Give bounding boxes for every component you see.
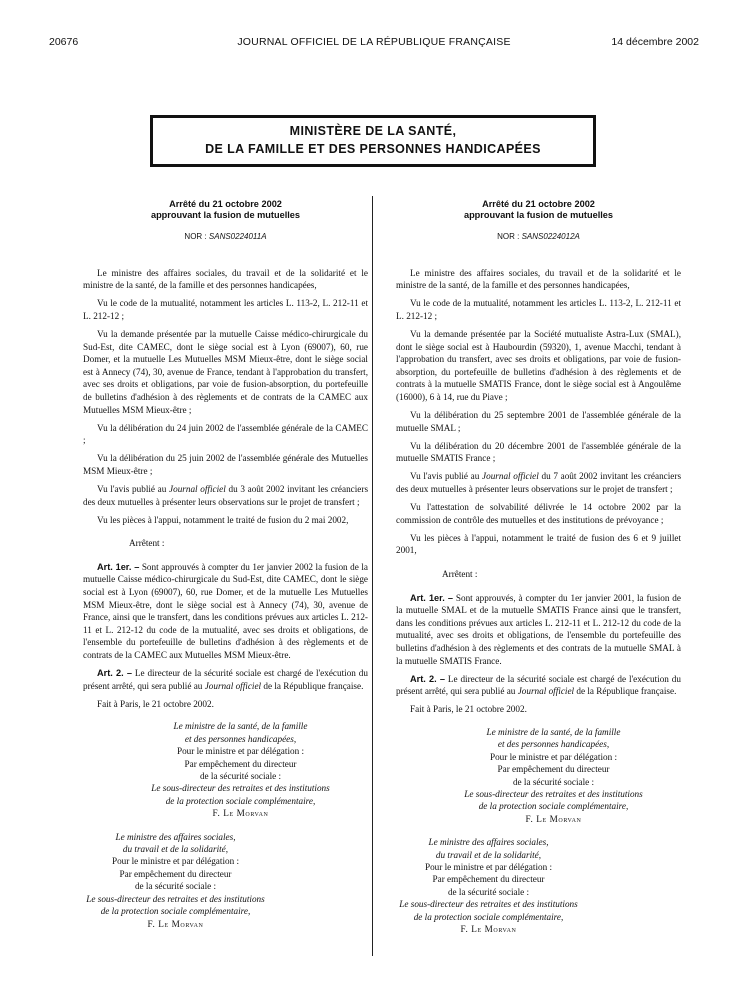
signatory-minister: Le ministre des affaires sociales, bbox=[428, 837, 549, 848]
delegation-line: Pour le ministre et par délégation : bbox=[111, 856, 240, 867]
page-number: 20676 bbox=[49, 36, 79, 48]
article-1 bbox=[83, 561, 368, 662]
preamble-paragraph: Le ministre des affaires sociales, du travail et de la solidarité et le ministre de la santé, de la famille et des personnes handicapées, bbox=[396, 267, 681, 291]
avis-text-end: du 3 août 2002 invitant les créanciers des deux mutuelles à présenter leurs observations sur le projet de transfert ; bbox=[83, 484, 369, 507]
impediment-line: Par empêchement du directeur bbox=[184, 758, 297, 769]
avis-text-start: Vu l'avis publié au bbox=[410, 471, 483, 482]
decree-title-line-1: Arrêté du 21 octobre 2002 bbox=[169, 199, 282, 209]
decree-title-line-2: approuvant la fusion de mutuelles bbox=[463, 210, 614, 220]
article-1-label: Art. 1er. – bbox=[97, 561, 140, 572]
journal-officiel-ref: Journal officiel bbox=[204, 680, 262, 691]
subdirector-title-cont: de la protection sociale complémentaire, bbox=[478, 801, 629, 812]
article-2-text-start: Le directeur de la sécurité sociale est chargé de l'exécution du présent arrêté, qui sera publié au bbox=[396, 673, 681, 697]
journal-officiel-ref: Journal officiel bbox=[169, 484, 226, 494]
signatory-minister: Le ministre de la santé, de la famille bbox=[486, 726, 621, 737]
signature-block-social-affairs bbox=[376, 836, 601, 935]
subdirector-title: Le sous-directeur des retraites et des institutions bbox=[399, 899, 578, 910]
right-column-decree bbox=[396, 199, 681, 935]
decree-title bbox=[396, 199, 681, 221]
journal-officiel-ref: Journal officiel bbox=[517, 686, 575, 697]
issue-date: 14 décembre 2002 bbox=[611, 36, 699, 48]
nor-reference bbox=[396, 231, 681, 244]
decree-title-line-2: approuvant la fusion de mutuelles bbox=[150, 210, 301, 220]
nor-label: NOR : bbox=[184, 232, 207, 241]
visa-paragraph: Vu les pièces à l'appui, notamment le traité de fusion du 2 mai 2002, bbox=[97, 514, 349, 525]
article-2 bbox=[396, 673, 681, 698]
visa-attestation-paragraph: Vu l'attestation de solvabilité délivrée le 14 octobre 2002 par la commission de contrôle des mutuelles et des institutions de prévoyance ; bbox=[396, 502, 681, 525]
nor-code: SANS0224011A bbox=[208, 232, 267, 241]
signatory-minister: Le ministre de la santé, de la famille bbox=[173, 721, 308, 732]
delegation-line: Pour le ministre et par délégation : bbox=[176, 746, 305, 757]
signature-block-social-affairs bbox=[63, 831, 288, 930]
decree-title-line-1: Arrêté du 21 octobre 2002 bbox=[482, 199, 595, 209]
signatory-minister-cont: du travail et de la solidarité, bbox=[435, 849, 542, 860]
signatory-name: F. Le Morvan bbox=[525, 813, 582, 824]
signatory-name: F. Le Morvan bbox=[147, 918, 204, 929]
signatory-minister-cont: et des personnes handicapées, bbox=[497, 739, 610, 750]
article-1-text: Sont approuvés, à compter du 1er janvier 2001, la fusion de la mutuelle SMAL et de la mutuelle SMATIS France ainsi que le transfert, dans les conditions prévues aux articles L. 212-11 et L. 212-12 du code de la mutualité, avec ses droits et obligations, de l'ensemble du portefeuille des bulletins d'adhésion à des règlements et des contrats de la mutuelle SMAL à la mutuelle SMATIS France. bbox=[396, 592, 681, 666]
signatory-name: F. Le Morvan bbox=[212, 808, 269, 819]
nor-code: SANS0224012A bbox=[521, 232, 580, 241]
delegation-line: Pour le ministre et par délégation : bbox=[424, 861, 553, 872]
avis-text-start: Vu l'avis publié au bbox=[97, 484, 170, 494]
impediment-line: Par empêchement du directeur bbox=[497, 764, 610, 775]
journal-title: JOURNAL OFFICIEL DE LA RÉPUBLIQUE FRANÇAISE bbox=[237, 36, 511, 48]
subdirector-title: Le sous-directeur des retraites et des institutions bbox=[86, 893, 265, 904]
arretent-heading: Arrêtent : bbox=[442, 568, 478, 579]
impediment-line: Par empêchement du directeur bbox=[432, 874, 545, 885]
impediment-line-cont: de la sécurité sociale : bbox=[447, 886, 530, 897]
article-2-label: Art. 2. – bbox=[410, 673, 445, 684]
signature-block-health bbox=[113, 720, 368, 819]
ministry-line-2: DE LA FAMILLE ET DES PERSONNES HANDICAPÉES bbox=[205, 142, 541, 156]
visa-paragraph: Vu le code de la mutualité, notamment les articles L. 113-2, L. 212-11 et L. 212-12 ; bbox=[83, 298, 368, 321]
signing-place-date: Fait à Paris, le 21 octobre 2002. bbox=[97, 698, 214, 709]
subdirector-title-cont: de la protection sociale complémentaire, bbox=[165, 795, 316, 806]
article-2-text-start: Le directeur de la sécurité sociale est chargé de l'exécution du présent arrêté, qui sera publié au bbox=[83, 668, 368, 691]
journal-officiel-ref: Journal officiel bbox=[482, 471, 539, 482]
arretent-heading: Arrêtent : bbox=[129, 538, 165, 549]
avis-text-end: du 7 août 2002 invitant les créanciers des deux mutuelles à présenter leurs observations sur le projet de transfert ; bbox=[396, 471, 682, 494]
signing-place-date: Fait à Paris, le 21 octobre 2002. bbox=[410, 704, 527, 715]
left-column-decree bbox=[83, 199, 368, 930]
article-1-label: Art. 1er. – bbox=[410, 592, 454, 603]
subdirector-title-cont: de la protection sociale complémentaire, bbox=[100, 906, 251, 917]
impediment-line: Par empêchement du directeur bbox=[119, 868, 232, 879]
impediment-line-cont: de la sécurité sociale : bbox=[199, 771, 282, 782]
visa-paragraph: Vu la demande présentée par la mutuelle Caisse médico-chirurgicale du Sud-Est, dite CAMEC, dont le siège social est à Lyon (69007), 60, rue Domer, et la mutuelle Les Mutuelles MSM Mieux-être, dont le siège social est à Annecy (74), 30, avenue de France, tendant à l'approbation du transfert, avec ses droits et obligations, par voie de fusion-absorption, du portefeuille de bulletins d'adhésion à des règlements et de contrats de la CAMEC aux Mutuelles MSM Mieux-être ; bbox=[83, 328, 368, 415]
article-2 bbox=[83, 667, 368, 692]
visa-paragraph: Vu la demande présentée par la Société mutualiste Astra-Lux (SMAL), dont le siège social est à Haubourdin (59320), 1, avenue Macchi, tendant à l'approbation du transfert, avec ses droits et obligations, par voie de fusion-absorption, du portefeuille de bulletins d'adhésion à des règlements et de contrats à la mutuelle SMATIS France, dont le siège social est à Angoulême (16000), 6 à 14, rue du Piave ; bbox=[396, 328, 681, 402]
signatory-minister-cont: et des personnes handicapées, bbox=[184, 733, 297, 744]
subdirector-title-cont: de la protection sociale complémentaire, bbox=[413, 911, 564, 922]
article-1-text: Sont approuvés à compter du 1er janvier 2002 la fusion de la mutuelle Caisse médico-chirurgicale du Sud-Est, dite CAMEC, dont le siège social est à Lyon (69007), 60, rue Domer, et de la mutuelle Les Mutuelles MSM Mieux-être, dont le siège social est à Annecy (74), 30, avenue de France, ainsi que le transfert, dans les conditions prévues aux articles L. 212-11 et L. 212-12 du code de la mutualité, avec ses droits et obligations, de l'ensemble du portefeuille de bulletins d'adhésion à des règlements et de contrats de la CAMEC aux Mutuelles MSM Mieux-être. bbox=[83, 561, 368, 661]
visa-paragraph: Vu la délibération du 24 juin 2002 de l'assemblée générale de la CAMEC ; bbox=[83, 422, 368, 446]
visa-paragraph: Vu les pièces à l'appui, notamment le traité de fusion des 6 et 9 juillet 2001, bbox=[396, 532, 681, 556]
signatory-minister: Le ministre des affaires sociales, bbox=[115, 831, 236, 842]
signatory-name: F. Le Morvan bbox=[460, 924, 517, 934]
nor-label: NOR : bbox=[497, 232, 520, 241]
article-2-text-end: de la République française. bbox=[261, 680, 364, 691]
visa-avis-paragraph bbox=[396, 470, 681, 495]
decree-title bbox=[83, 199, 368, 221]
visa-paragraph: Vu la délibération du 25 juin 2002 de l'assemblée générale des Mutuelles MSM Mieux-être ; bbox=[83, 453, 368, 476]
running-header bbox=[0, 36, 748, 52]
visa-avis-paragraph bbox=[83, 483, 368, 508]
article-2-text-end: de la République française. bbox=[574, 686, 677, 697]
signatory-minister-cont: du travail et de la solidarité, bbox=[122, 844, 229, 855]
signature-block-health bbox=[426, 726, 681, 825]
subdirector-title: Le sous-directeur des retraites et des institutions bbox=[464, 788, 643, 799]
ministry-banner bbox=[150, 115, 596, 167]
subdirector-title: Le sous-directeur des retraites et des institutions bbox=[151, 783, 330, 794]
visa-paragraph: Vu la délibération du 20 décembre 2001 de l'assemblée générale de la mutuelle SMATIS France ; bbox=[396, 440, 681, 464]
article-1 bbox=[396, 592, 681, 668]
impediment-line-cont: de la sécurité sociale : bbox=[512, 776, 595, 787]
visa-paragraph: Vu le code de la mutualité, notamment les articles L. 113-2, L. 212-11 et L. 212-12 ; bbox=[396, 298, 681, 321]
impediment-line-cont: de la sécurité sociale : bbox=[134, 881, 217, 892]
article-2-label: Art. 2. – bbox=[97, 668, 132, 679]
column-divider bbox=[372, 196, 373, 956]
delegation-line: Pour le ministre et par délégation : bbox=[489, 751, 618, 762]
nor-reference bbox=[83, 231, 368, 244]
ministry-line-1: MINISTÈRE DE LA SANTÉ, bbox=[289, 124, 457, 138]
visa-paragraph: Vu la délibération du 25 septembre 2001 de l'assemblée générale de la mutuelle SMAL ; bbox=[396, 410, 681, 433]
preamble-paragraph: Le ministre des affaires sociales, du travail et de la solidarité et le ministre de la santé, de la famille et des personnes handicapées, bbox=[83, 267, 368, 291]
